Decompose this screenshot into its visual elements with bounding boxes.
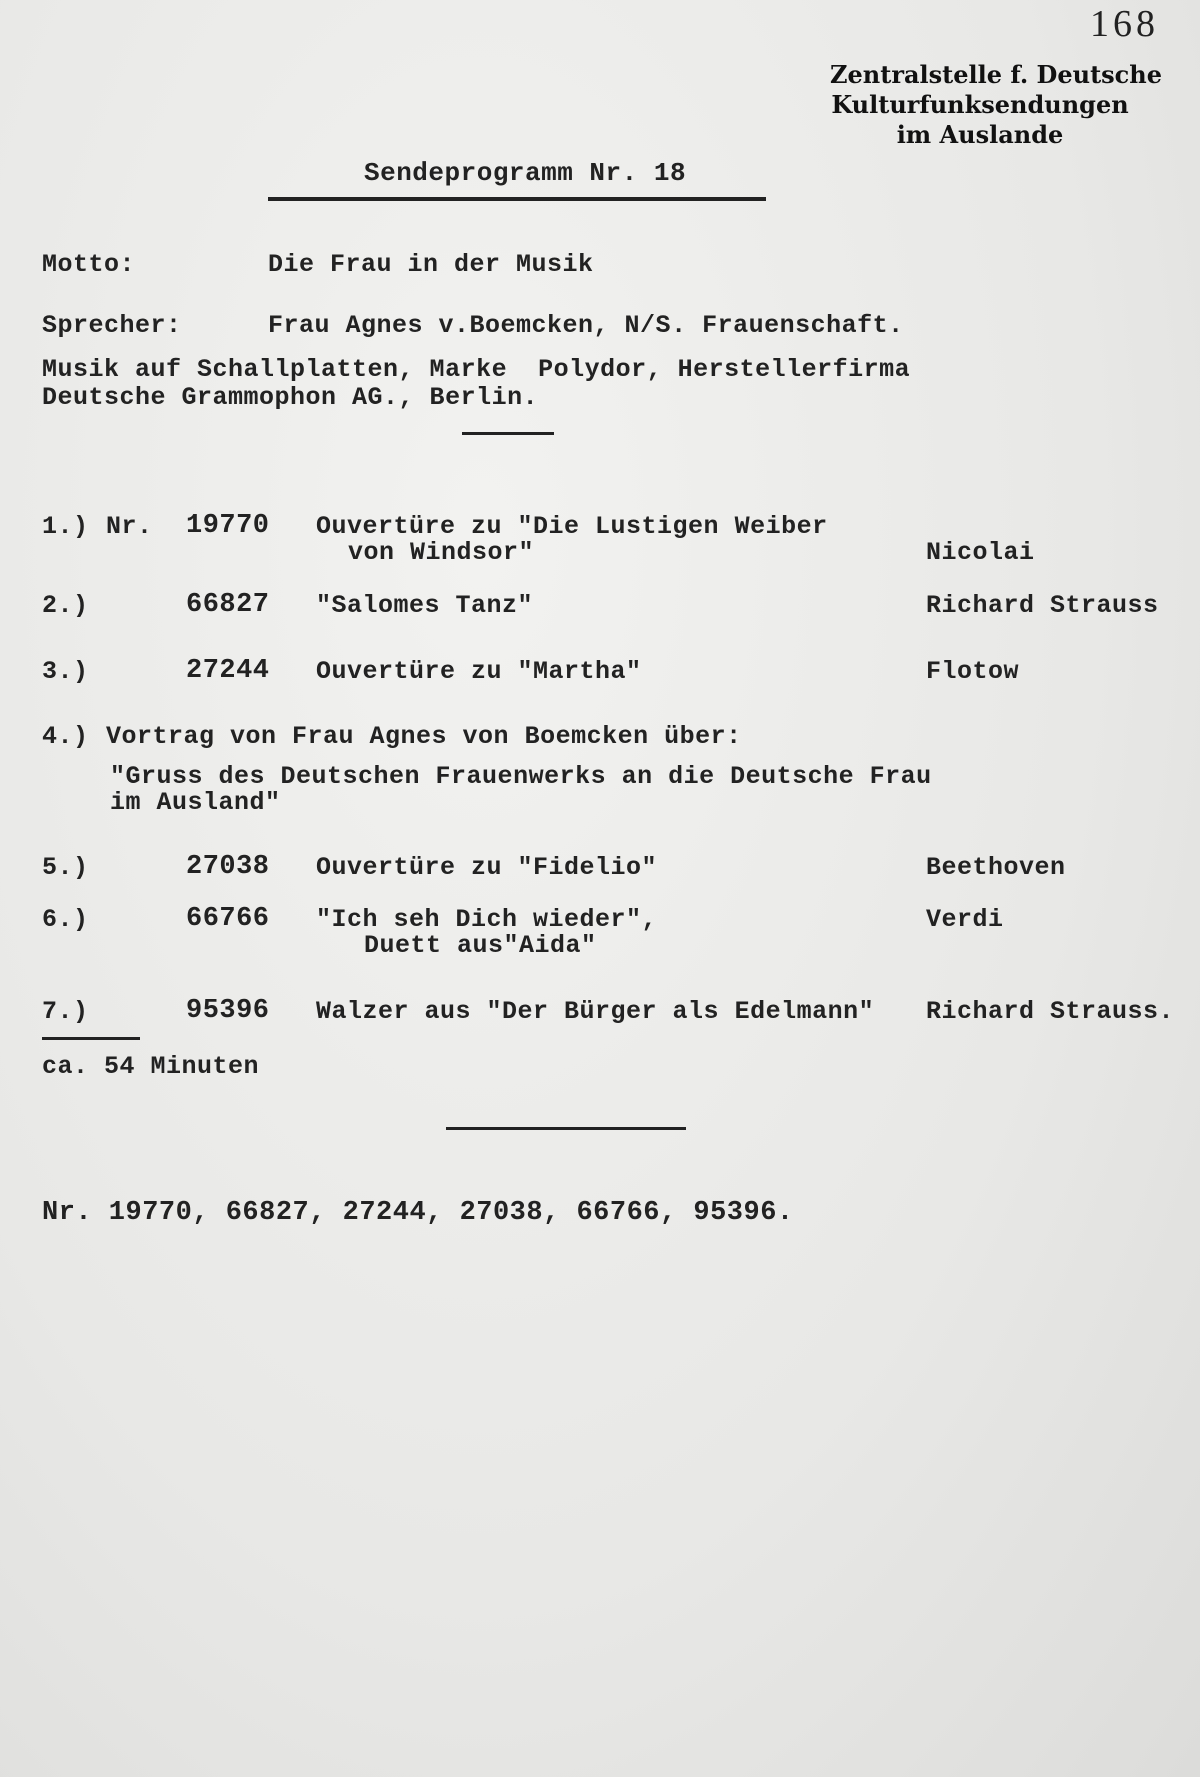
item-title: Duett aus"Aida" [364,931,597,960]
item-composer: Richard Strauss [926,591,1159,620]
section-divider [446,1127,686,1130]
document-title: Sendeprogramm Nr. 18 [364,158,687,188]
lecture-line: im Ausland" [110,788,281,817]
speaker-value: Frau Agnes v.Boemcken, N/S. Frauenschaft. [268,311,904,340]
item-composer: Verdi [926,905,1004,934]
speaker-label: Sprecher: [42,311,182,340]
item-number: 7.) [42,997,89,1026]
motto-label: Motto: [42,250,136,279]
item-number: 2.) [42,591,89,620]
item-composer: Richard Strauss. [926,997,1175,1026]
motto-value: Die Frau in der Musik [268,250,594,279]
music-line: Musik auf Schallplatten, Marke Polydor, Herstellerfirma [42,355,911,384]
lecture-line: Vortrag von Frau Agnes von Boemcken über: [106,722,742,751]
item-title: Ouvertüre zu "Die Lustigen Weiber [316,512,828,541]
record-number: 66766 [186,904,270,934]
record-number: 66827 [186,590,270,620]
item-title: Ouvertüre zu "Fidelio" [316,853,658,882]
duration: ca. 54 Minuten [42,1052,260,1081]
item-composer: Flotow [926,657,1020,686]
item-composer: Nicolai [926,538,1035,567]
archive-stamp [830,60,1163,150]
record-summary: Nr. 19770, 66827, 27244, 27038, 66766, 95396. [42,1198,794,1228]
stamp-line: im Auslande [896,120,1064,149]
item-title: von Windsor" [348,538,535,567]
music-line: Deutsche Grammophon AG., Berlin. [42,383,539,412]
stamp-line: Zentralstelle f. Deutsche [830,60,1163,89]
record-prefix: Nr. [106,512,153,541]
item-title: "Ich seh Dich wieder", [316,905,658,934]
page-number: 168 [1090,3,1159,45]
item-title: "Salomes Tanz" [316,591,534,620]
record-number: 27038 [186,852,270,882]
record-number: 95396 [186,996,270,1026]
record-number: 19770 [186,511,270,541]
item-composer: Beethoven [926,853,1066,882]
stamp-line: Kulturfunksendungen [831,90,1129,119]
item-number: 5.) [42,853,89,882]
item-number: 6.) [42,905,89,934]
item-number: 1.) [42,512,89,541]
lecture-line: "Gruss des Deutschen Frauenwerks an die Deutsche Frau [110,762,932,791]
record-number: 27244 [186,656,270,686]
total-rule [42,1037,140,1040]
item-number: 4.) [42,722,89,751]
title-underline [268,197,766,201]
item-number: 3.) [42,657,89,686]
section-divider [462,432,554,435]
item-title: Ouvertüre zu "Martha" [316,657,642,686]
item-title: Walzer aus "Der Bürger als Edelmann" [316,997,875,1026]
